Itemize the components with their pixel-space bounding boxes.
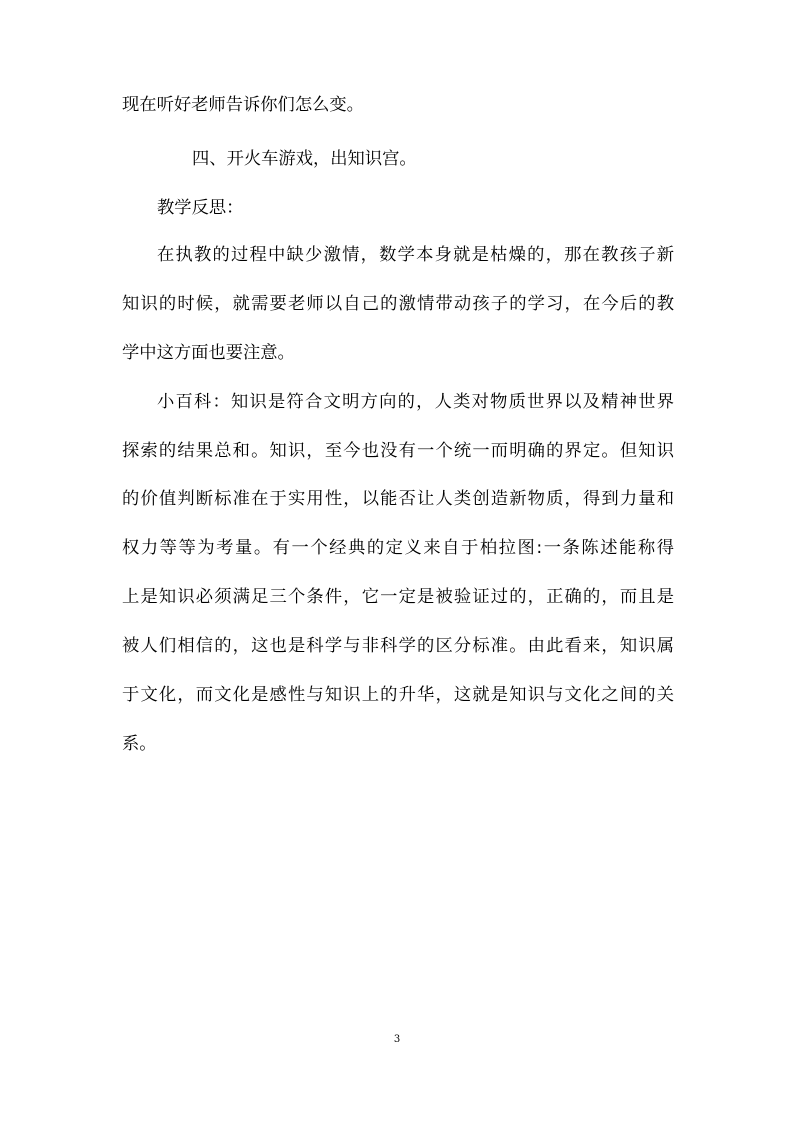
text-line: 小百科：知识是符合文明方向的，人类对物质世界以及精神世界 [157,392,674,412]
text-line: 系。 [122,734,157,754]
text-line: 权力等等为考量。有一个经典的定义来自于柏拉图:一条陈述能称得 [122,538,674,558]
text-line: 被人们相信的，这也是科学与非科学的区分标准。由此看来，知识属 [122,636,674,656]
text-line: 的价值判断标准在于实用性，以能否让人类创造新物质，得到力量和 [122,489,674,509]
section-heading: 教学反思： [157,198,244,218]
text-line: 于文化，而文化是感性与知识上的升华，这就是知识与文化之间的关 [122,685,674,705]
text-line: 知识的时候，就需要老师以自己的激情带动孩子的学习，在今后的教 [122,294,674,314]
section-heading: 四、开火车游戏，出知识宫。 [192,149,417,169]
text-line: 上是知识必须满足三个条件，它一定是被验证过的，正确的，而且是 [122,587,674,607]
text-line: 现在听好老师告诉你们怎么变。 [122,95,364,115]
page-number: 3 [393,1034,401,1045]
text-line: 学中这方面也要注意。 [122,343,295,363]
text-line: 探索的结果总和。知识，至今也没有一个统一而明确的界定。但知识 [122,441,674,461]
text-line: 在执教的过程中缺少激情，数学本身就是枯燥的，那在教孩子新 [157,245,674,265]
